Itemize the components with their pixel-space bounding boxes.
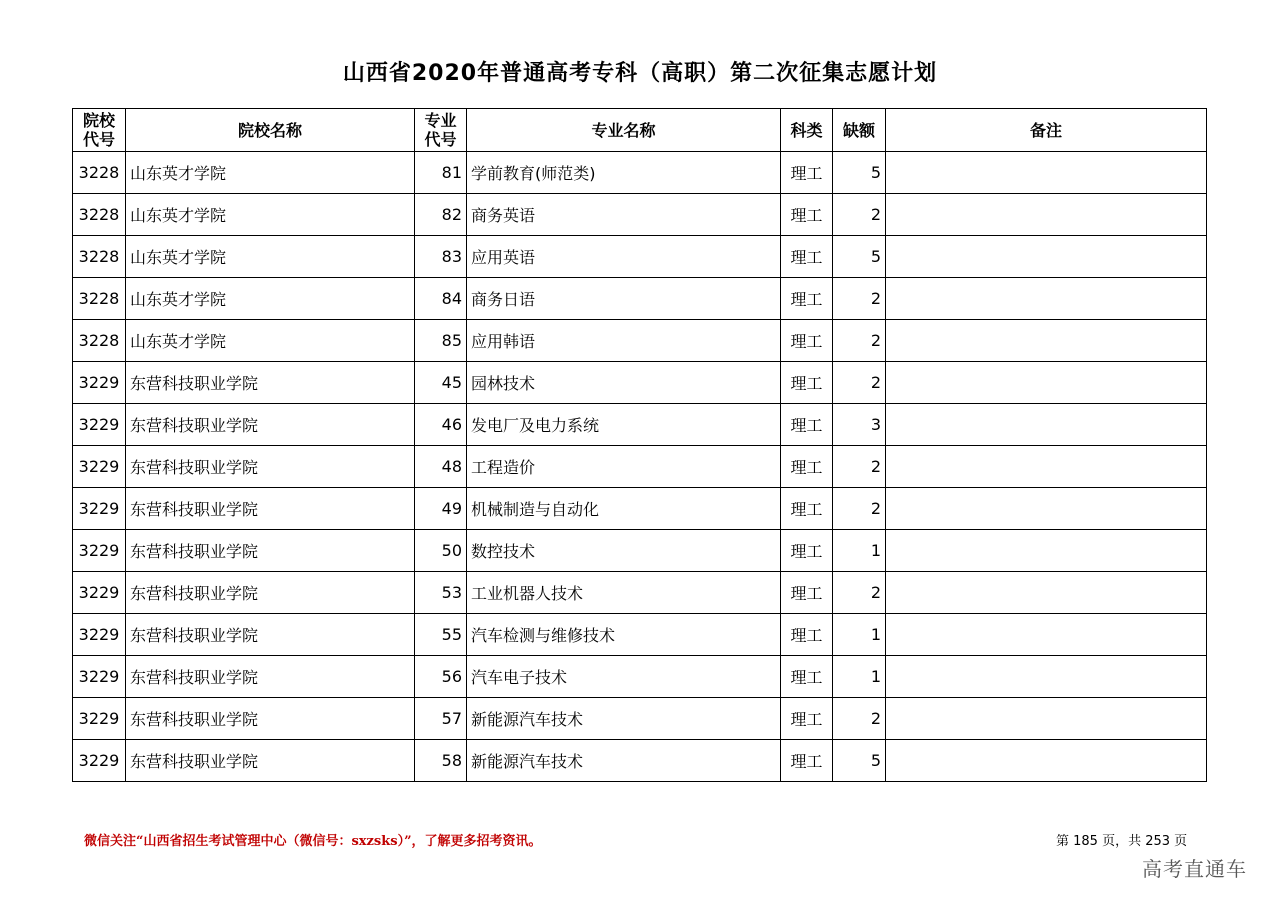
watermark: 高考直通车 [1142, 857, 1247, 881]
table-row [73, 404, 1207, 446]
cell-quota: 2 [833, 320, 886, 362]
cell-note [886, 236, 1207, 278]
cell-major-name: 商务英语 [467, 194, 781, 236]
header-major-name: 专业名称 [467, 109, 781, 152]
table-row [73, 740, 1207, 782]
header-major-code: 专业代号 [415, 109, 467, 152]
cell-major-code: 46 [415, 404, 467, 446]
cell-major-name: 数控技术 [467, 530, 781, 572]
cell-school-name: 东营科技职业学院 [126, 530, 415, 572]
cell-school-code: 3229 [73, 446, 126, 488]
cell-school-code: 3229 [73, 362, 126, 404]
cell-note [886, 614, 1207, 656]
table-body [73, 152, 1207, 782]
cell-major-code: 57 [415, 698, 467, 740]
cell-major-code: 82 [415, 194, 467, 236]
cell-quota: 2 [833, 446, 886, 488]
cell-major-name: 新能源汽车技术 [467, 740, 781, 782]
cell-quota: 1 [833, 530, 886, 572]
cell-note [886, 740, 1207, 782]
cell-major-name: 学前教育(师范类) [467, 152, 781, 194]
cell-school-name: 东营科技职业学院 [126, 446, 415, 488]
cell-school-code: 3229 [73, 530, 126, 572]
cell-category: 理工 [781, 530, 833, 572]
cell-quota: 5 [833, 152, 886, 194]
table-row [73, 320, 1207, 362]
cell-school-code: 3229 [73, 698, 126, 740]
page-number: 第 185 页，共 253 页 [1056, 834, 1188, 849]
cell-major-name: 商务日语 [467, 278, 781, 320]
cell-quota: 2 [833, 194, 886, 236]
cell-note [886, 194, 1207, 236]
cell-major-name: 汽车电子技术 [467, 656, 781, 698]
cell-category: 理工 [781, 362, 833, 404]
cell-school-code: 3229 [73, 404, 126, 446]
cell-major-name: 工业机器人技术 [467, 572, 781, 614]
cell-note [886, 278, 1207, 320]
cell-major-name: 机械制造与自动化 [467, 488, 781, 530]
cell-category: 理工 [781, 740, 833, 782]
header-school-name: 院校名称 [126, 109, 415, 152]
cell-quota: 5 [833, 740, 886, 782]
cell-quota: 2 [833, 362, 886, 404]
cell-school-name: 东营科技职业学院 [126, 362, 415, 404]
cell-category: 理工 [781, 656, 833, 698]
cell-note [886, 152, 1207, 194]
cell-school-code: 3229 [73, 614, 126, 656]
cell-major-code: 83 [415, 236, 467, 278]
cell-major-name: 工程造价 [467, 446, 781, 488]
table-row [73, 572, 1207, 614]
cell-note [886, 446, 1207, 488]
cell-school-name: 东营科技职业学院 [126, 404, 415, 446]
cell-quota: 2 [833, 488, 886, 530]
cell-category: 理工 [781, 278, 833, 320]
cell-school-code: 3228 [73, 320, 126, 362]
cell-school-name: 东营科技职业学院 [126, 740, 415, 782]
cell-category: 理工 [781, 446, 833, 488]
table-row [73, 698, 1207, 740]
cell-category: 理工 [781, 572, 833, 614]
cell-major-code: 45 [415, 362, 467, 404]
cell-quota: 1 [833, 614, 886, 656]
cell-quota: 1 [833, 656, 886, 698]
cell-major-code: 58 [415, 740, 467, 782]
table-row [73, 488, 1207, 530]
cell-major-name: 新能源汽车技术 [467, 698, 781, 740]
cell-school-name: 山东英才学院 [126, 194, 415, 236]
cell-major-name: 应用英语 [467, 236, 781, 278]
cell-school-code: 3229 [73, 656, 126, 698]
cell-school-code: 3229 [73, 572, 126, 614]
cell-note [886, 404, 1207, 446]
cell-category: 理工 [781, 698, 833, 740]
cell-school-name: 东营科技职业学院 [126, 614, 415, 656]
cell-major-name: 汽车检测与维修技术 [467, 614, 781, 656]
header-quota: 缺额 [833, 109, 886, 152]
table-row [73, 152, 1207, 194]
cell-school-name: 山东英才学院 [126, 278, 415, 320]
cell-school-code: 3229 [73, 740, 126, 782]
cell-category: 理工 [781, 614, 833, 656]
cell-school-name: 东营科技职业学院 [126, 656, 415, 698]
table-row [73, 362, 1207, 404]
cell-note [886, 488, 1207, 530]
table-row [73, 236, 1207, 278]
cell-note [886, 656, 1207, 698]
enrollment-plan-table [72, 108, 1207, 782]
cell-school-name: 东营科技职业学院 [126, 488, 415, 530]
table-row [73, 530, 1207, 572]
cell-school-name: 山东英才学院 [126, 320, 415, 362]
cell-school-code: 3228 [73, 236, 126, 278]
cell-major-code: 81 [415, 152, 467, 194]
table-row [73, 656, 1207, 698]
cell-note [886, 362, 1207, 404]
table-header-row [73, 109, 1207, 152]
cell-major-code: 84 [415, 278, 467, 320]
cell-major-name: 发电厂及电力系统 [467, 404, 781, 446]
cell-quota: 2 [833, 572, 886, 614]
cell-category: 理工 [781, 194, 833, 236]
cell-major-code: 50 [415, 530, 467, 572]
cell-school-code: 3228 [73, 278, 126, 320]
cell-school-name: 山东英才学院 [126, 152, 415, 194]
cell-major-code: 85 [415, 320, 467, 362]
table-row [73, 614, 1207, 656]
header-note: 备注 [886, 109, 1207, 152]
cell-major-code: 56 [415, 656, 467, 698]
cell-quota: 5 [833, 236, 886, 278]
cell-note [886, 530, 1207, 572]
header-school-code: 院校代号 [73, 109, 126, 152]
cell-note [886, 698, 1207, 740]
cell-category: 理工 [781, 404, 833, 446]
cell-major-code: 53 [415, 572, 467, 614]
cell-category: 理工 [781, 236, 833, 278]
cell-school-name: 东营科技职业学院 [126, 572, 415, 614]
cell-note [886, 320, 1207, 362]
cell-category: 理工 [781, 488, 833, 530]
cell-school-code: 3228 [73, 152, 126, 194]
cell-major-name: 园林技术 [467, 362, 781, 404]
cell-school-code: 3229 [73, 488, 126, 530]
cell-major-code: 49 [415, 488, 467, 530]
cell-school-code: 3228 [73, 194, 126, 236]
table-row [73, 194, 1207, 236]
cell-quota: 2 [833, 698, 886, 740]
cell-major-name: 应用韩语 [467, 320, 781, 362]
cell-major-code: 48 [415, 446, 467, 488]
cell-category: 理工 [781, 320, 833, 362]
cell-school-name: 山东英才学院 [126, 236, 415, 278]
cell-quota: 2 [833, 278, 886, 320]
cell-school-name: 东营科技职业学院 [126, 698, 415, 740]
page-title: 山西省2020年普通高考专科（高职）第二次征集志愿计划 [342, 61, 938, 86]
table-row [73, 278, 1207, 320]
cell-quota: 3 [833, 404, 886, 446]
table-row [73, 446, 1207, 488]
cell-note [886, 572, 1207, 614]
cell-major-code: 55 [415, 614, 467, 656]
footer-notice: 微信关注“山西省招生考试管理中心（微信号：sxzsks）”，了解更多招考资讯。 [84, 834, 542, 849]
cell-category: 理工 [781, 152, 833, 194]
header-category: 科类 [781, 109, 833, 152]
